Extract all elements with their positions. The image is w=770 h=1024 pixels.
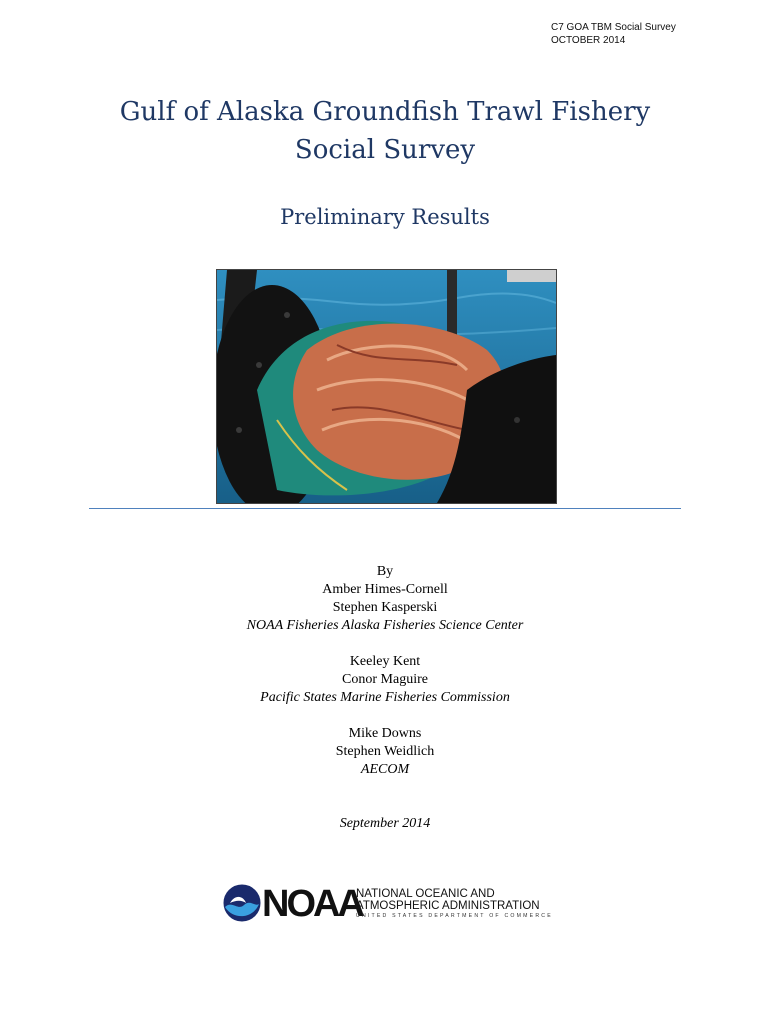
author-name: Stephen Weidlich [335,744,435,759]
author-name: Amber Himes-Cornell [322,582,448,597]
author-name: Keeley Kent [349,654,421,669]
author-name: Mike Downs [348,726,422,741]
author-organization: Pacific States Marine Fisheries Commission [260,690,510,705]
by-label: By [376,564,394,579]
document-header-note [551,21,751,47]
author-credits [85,563,685,833]
document-title [60,93,710,169]
agency-name-line-2: ATMOSPHERIC ADMINISTRATION [356,900,540,912]
author-name: Stephen Kasperski [332,600,438,615]
title-line-2: Social Survey [294,135,476,165]
document-subtitle: Preliminary Results [280,205,490,229]
header-line-survey: C7 GOA TBM Social Survey [551,22,676,33]
section-divider [89,508,681,509]
noaa-emblem-icon [222,883,262,923]
agency-name [356,888,540,912]
department-name: UNITED STATES DEPARTMENT OF COMMERCE [356,913,553,919]
cover-photo-trawl-net [216,269,557,504]
noaa-logo [222,883,552,925]
author-organization: NOAA Fisheries Alaska Fisheries Science Center [246,618,524,633]
author-name: Conor Maguire [342,672,428,687]
header-line-date: OCTOBER 2014 [551,35,626,46]
publication-date: September 2014 [339,816,431,831]
agency-name-line-1: NATIONAL OCEANIC AND [356,888,495,900]
noaa-wordmark: NOAA [262,883,362,925]
author-organization: AECOM [360,762,410,777]
title-line-1: Gulf of Alaska Groundfish Trawl Fishery [119,97,651,127]
